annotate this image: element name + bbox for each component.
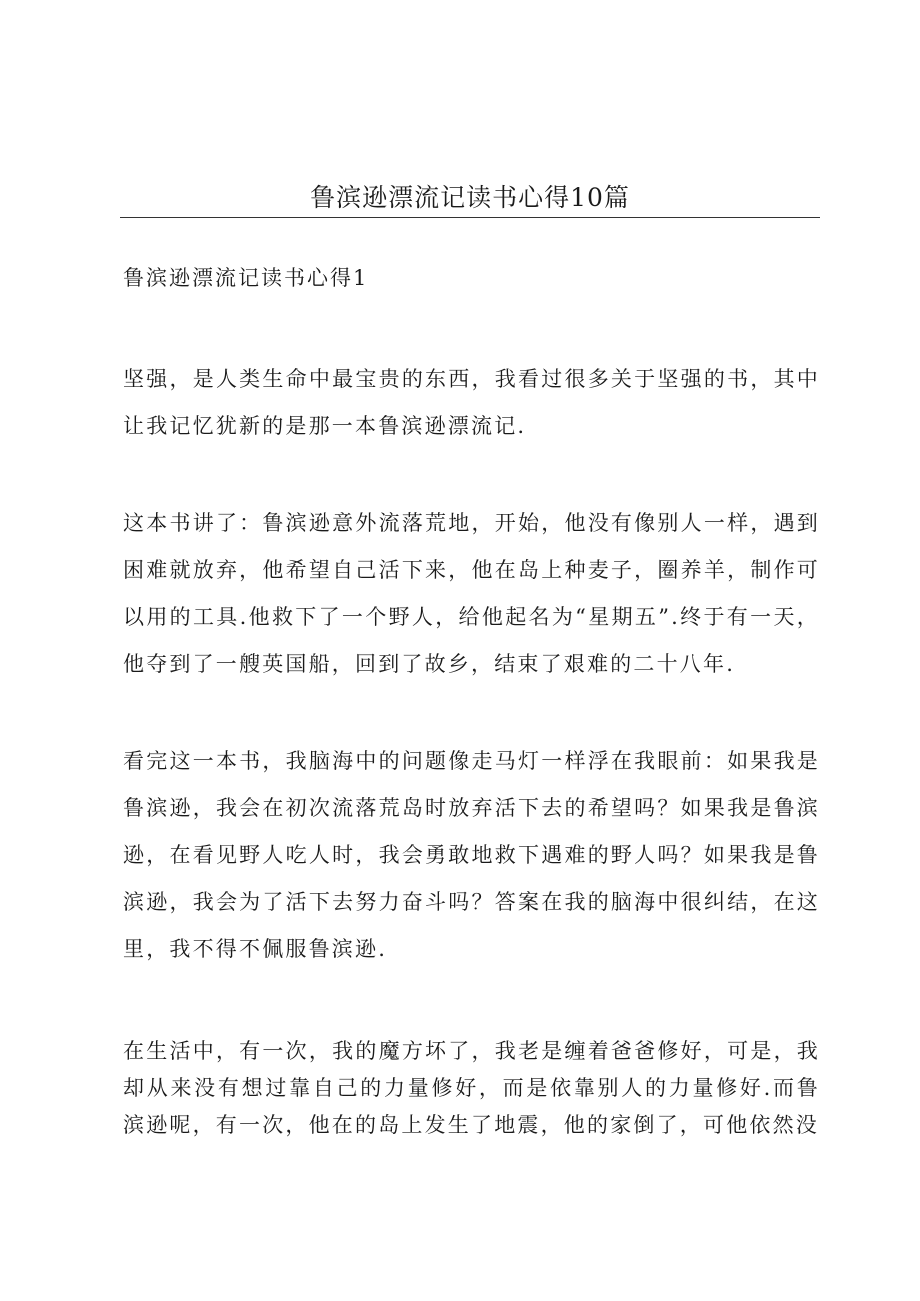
page-title: 鲁滨逊漂流记读书心得10篇 [310,183,630,212]
paragraph-3: 看完这一本书，我脑海中的问题像走马灯一样浮在我眼前：如果我是鲁滨逊，我会在初次流落荒岛时放弃活下去的希望吗？如果我是鲁滨逊，在看见野人吃人时，我会勇敢地救下遇难的野人吗？如果我是鲁滨逊，我会为了活下去努力奋斗吗？答案在我的脑海中很纠结，在这里，我不得不佩服鲁滨逊. [123,749,820,961]
section-heading: 鲁滨逊漂流记读书心得1 [123,266,369,290]
paragraph-4: 在生活中，有一次，我的魔方坏了，我老是缠着爸爸修好，可是，我却从来没有想过靠自己的力量修好，而是依靠别人的力量修好.而鲁滨逊呢，有一次，他在的岛上发生了地震，他的家倒了，可他依然没 [123,1039,820,1137]
title-divider [120,217,820,218]
paragraph-2: 这本书讲了：鲁滨逊意外流落荒地，开始，他没有像别人一样，遇到困难就放弃，他希望自己活下来，他在岛上种麦子，圈养羊，制作可以用的工具.他救下了一个野人，给他起名为“星期五”.终于有一天，他夺到了一艘英国船，回到了故乡，结束了艰难的二十八年. [123,511,820,676]
paragraph-1: 坚强，是人类生命中最宝贵的东西，我看过很多关于坚强的书，其中让我记忆犹新的是那一本鲁滨逊漂流记. [123,367,820,438]
